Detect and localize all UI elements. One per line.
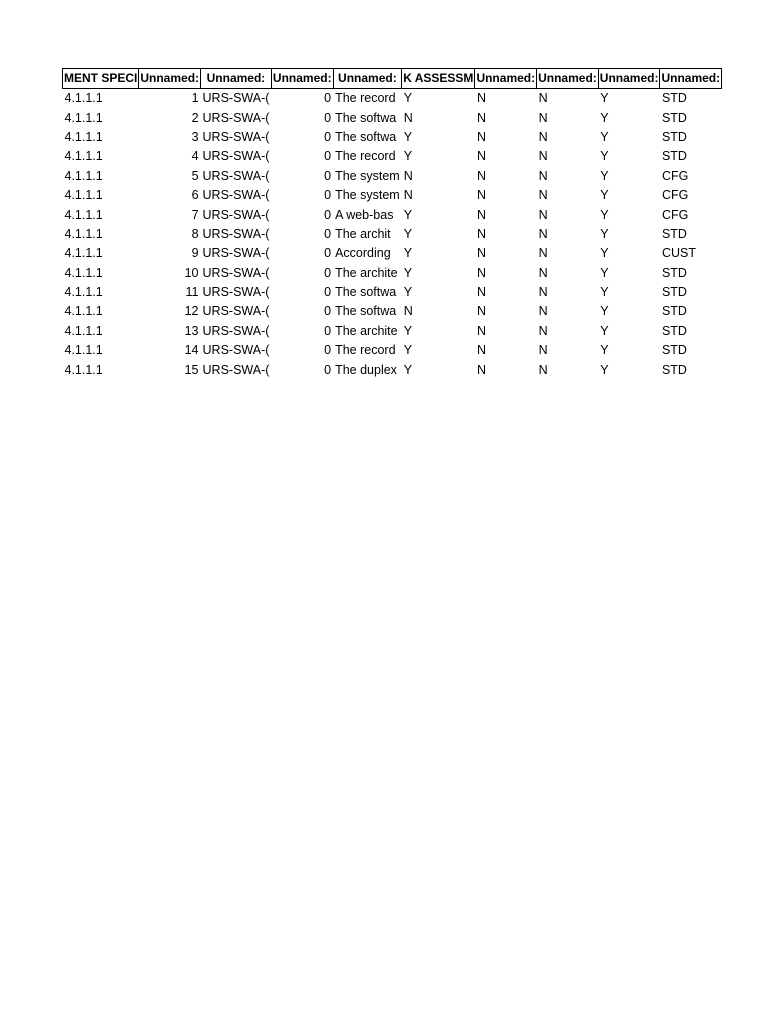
requirement-id-cell: URS-SWA-( [202,343,270,358]
requirement-id-cell: URS-SWA-( [202,362,270,377]
table-row [63,186,722,205]
requirement-id-cell: URS-SWA-( [202,265,270,280]
data-table [62,68,722,380]
section-cell: 4.1.1.1 [64,265,103,280]
description-cell: The archite [335,265,398,280]
flag-cell: N [476,343,486,358]
requirement-id-cell: URS-SWA-( [202,129,270,144]
index-cell: 3 [191,129,199,144]
description-cell: The duplex [335,362,397,377]
flag-cell: N [538,304,548,319]
category-cell: STD [661,323,687,338]
risk-flag-cell: Y [403,226,413,241]
flag-cell: N [538,343,548,358]
header-cell: K ASSESSM [402,69,475,89]
table-row [63,205,722,224]
flag-cell: Y [600,362,609,377]
header-cell: Unnamed: [537,69,599,89]
table-row [63,225,722,244]
flag-cell: N [538,323,548,338]
risk-flag-cell: Y [403,265,413,280]
flag-cell: N [538,129,548,144]
flag-cell: Y [600,91,609,106]
flag-cell: N [476,362,486,377]
category-cell: CFG [661,188,689,203]
index-cell: 1 [191,91,199,106]
flag-cell: Y [600,343,609,358]
category-cell: STD [661,343,687,358]
flag-cell: N [476,91,486,106]
flag-cell: Y [600,110,609,125]
flag-cell: N [476,188,486,203]
index-cell: 7 [191,207,199,222]
category-cell: CFG [661,207,689,222]
flag-cell: Y [600,188,609,203]
flag-cell: Y [600,168,609,183]
table-row [63,322,722,341]
index-cell: 12 [184,304,199,319]
requirement-id-cell: URS-SWA-( [202,110,270,125]
table-row [63,167,722,186]
flag-cell: Y [600,149,609,164]
risk-flag-cell: N [403,188,413,203]
value-cell: 0 [324,362,332,377]
index-cell: 4 [191,149,199,164]
header-cell: Unnamed: [475,69,537,89]
section-cell: 4.1.1.1 [64,246,103,261]
description-cell: The softwa [335,285,397,300]
flag-cell: N [476,168,486,183]
flag-cell: N [538,246,548,261]
index-cell: 5 [191,168,199,183]
header-cell: Unnamed: [333,69,402,89]
index-cell: 13 [184,323,199,338]
table-row [63,302,722,321]
section-cell: 4.1.1.1 [64,304,103,319]
risk-flag-cell: N [403,110,413,125]
section-cell: 4.1.1.1 [64,207,103,222]
category-cell: STD [661,91,687,106]
requirement-id-cell: URS-SWA-( [202,168,270,183]
table-row [63,128,722,147]
table-row [63,108,722,127]
index-cell: 8 [191,226,199,241]
description-cell: The record [335,91,396,106]
section-cell: 4.1.1.1 [64,149,103,164]
description-cell: The record [335,149,396,164]
section-cell: 4.1.1.1 [64,188,103,203]
index-cell: 2 [191,110,199,125]
flag-cell: Y [600,323,609,338]
value-cell: 0 [324,149,332,164]
requirement-id-cell: URS-SWA-( [202,188,270,203]
risk-flag-cell: N [403,304,413,319]
value-cell: 0 [324,129,332,144]
flag-cell: Y [600,304,609,319]
category-cell: CUST [661,246,696,261]
category-cell: CFG [661,168,689,183]
requirement-id-cell: URS-SWA-( [202,149,270,164]
flag-cell: N [538,362,548,377]
index-cell: 14 [184,343,199,358]
header-cell: Unnamed: [271,69,333,89]
description-cell: A web-bas [335,207,394,222]
value-cell: 0 [324,91,332,106]
table-row [63,244,722,263]
requirement-id-cell: URS-SWA-( [202,226,270,241]
section-cell: 4.1.1.1 [64,110,103,125]
category-cell: STD [661,110,687,125]
flag-cell: N [476,207,486,222]
index-cell: 11 [185,285,199,300]
requirement-id-cell: URS-SWA-( [202,246,270,261]
flag-cell: N [476,304,486,319]
flag-cell: N [476,285,486,300]
risk-flag-cell: Y [403,129,413,144]
header-cell: Unnamed: [660,69,722,89]
header-cell: MENT SPECI [63,69,139,89]
section-cell: 4.1.1.1 [64,343,103,358]
section-cell: 4.1.1.1 [64,129,103,144]
header-cell: Unnamed: [201,69,272,89]
table-row [63,264,722,283]
requirement-id-cell: URS-SWA-( [202,285,270,300]
flag-cell: Y [600,226,609,241]
flag-cell: Y [600,246,609,261]
value-cell: 0 [324,207,332,222]
value-cell: 0 [324,304,332,319]
value-cell: 0 [324,323,332,338]
risk-flag-cell: Y [403,343,413,358]
spreadsheet-page [62,68,722,380]
flag-cell: N [538,91,548,106]
header-row [63,69,722,89]
table-row [63,147,722,166]
section-cell: 4.1.1.1 [64,91,103,106]
header-cell: Unnamed: [139,69,201,89]
flag-cell: Y [600,129,609,144]
risk-flag-cell: Y [403,285,413,300]
flag-cell: Y [600,285,609,300]
description-cell: The record [335,343,396,358]
flag-cell: N [538,168,548,183]
flag-cell: N [538,226,548,241]
category-cell: STD [661,285,687,300]
flag-cell: N [476,246,486,261]
risk-flag-cell: Y [403,149,413,164]
flag-cell: N [476,110,486,125]
flag-cell: N [476,265,486,280]
flag-cell: N [476,129,486,144]
section-cell: 4.1.1.1 [64,362,103,377]
value-cell: 0 [324,188,332,203]
value-cell: 0 [324,246,332,261]
section-cell: 4.1.1.1 [64,226,103,241]
category-cell: STD [661,226,687,241]
requirement-id-cell: URS-SWA-( [202,207,270,222]
header-cell: Unnamed: [598,69,660,89]
value-cell: 0 [324,285,332,300]
description-cell: The softwa [335,129,397,144]
flag-cell: N [538,265,548,280]
risk-flag-cell: Y [403,323,413,338]
index-cell: 9 [191,246,199,261]
category-cell: STD [661,362,687,377]
table-row [63,283,722,302]
requirement-id-cell: URS-SWA-( [202,304,270,319]
value-cell: 0 [324,226,332,241]
flag-cell: N [538,188,548,203]
flag-cell: N [538,149,548,164]
index-cell: 6 [191,188,199,203]
category-cell: STD [661,304,687,319]
flag-cell: Y [600,265,609,280]
value-cell: 0 [324,343,332,358]
risk-flag-cell: Y [403,207,413,222]
flag-cell: N [538,285,548,300]
value-cell: 0 [324,110,332,125]
flag-cell: Y [600,207,609,222]
flag-cell: N [476,149,486,164]
description-cell: The system [335,168,400,183]
section-cell: 4.1.1.1 [64,285,103,300]
description-cell: The softwa [335,110,397,125]
index-cell: 15 [184,362,199,377]
table-row [63,341,722,360]
value-cell: 0 [324,265,332,280]
flag-cell: N [538,110,548,125]
description-cell: The system [335,188,400,203]
description-cell: The archite [335,323,398,338]
description-cell: The softwa [335,304,397,319]
flag-cell: N [476,226,486,241]
section-cell: 4.1.1.1 [64,323,103,338]
category-cell: STD [661,265,687,280]
flag-cell: N [476,323,486,338]
description-cell: The archit [335,226,391,241]
table-row [63,89,722,109]
flag-cell: N [538,207,548,222]
category-cell: STD [661,129,687,144]
requirement-id-cell: URS-SWA-( [202,323,270,338]
table-body [63,89,722,380]
risk-flag-cell: Y [403,362,413,377]
value-cell: 0 [324,168,332,183]
category-cell: STD [661,149,687,164]
section-cell: 4.1.1.1 [64,168,103,183]
table-row [63,360,722,379]
risk-flag-cell: Y [403,246,413,261]
description-cell: According [335,246,391,261]
index-cell: 10 [184,265,199,280]
requirement-id-cell: URS-SWA-( [202,91,270,106]
risk-flag-cell: Y [403,91,413,106]
risk-flag-cell: N [403,168,413,183]
